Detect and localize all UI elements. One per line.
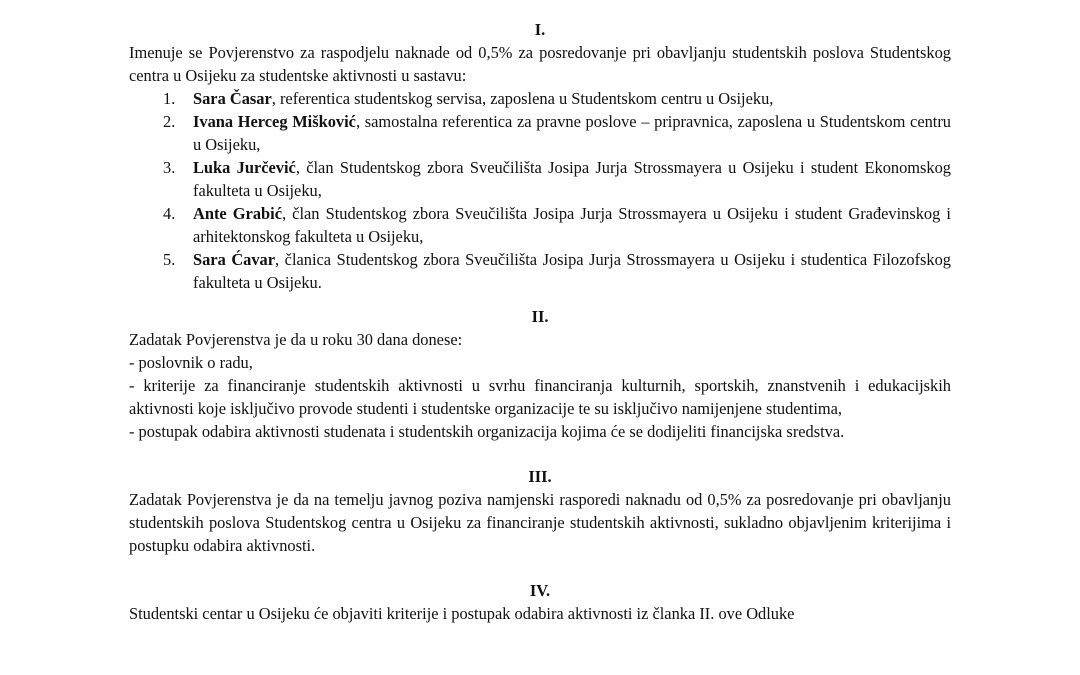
document-page: [129, 18, 951, 625]
section-3-text: Zadatak Povjerenstva je da na temelju javnog poziva namjenski rasporedi naknadu od 0,5% za posredovanje pri obavljanju studentskih poslova Studentskog centra u Osijeku za financiranje studentskih aktivnosti, sukladno objavljenim kriterijima i postupku odabira aktivnosti.: [129, 490, 951, 555]
list-item: - postupak odabira aktivnosti studenata i studentskih organizacija kojima će se dodijeliti financijska sredstva.: [129, 422, 845, 441]
member-name: Ante Grabić: [193, 204, 282, 223]
list-item: - kriterije za financiranje studentskih aktivnosti u svrhu financiranja kulturnih, sportskih, znanstvenih i edukacijskih aktivnosti koje isključivo provode studenti i studentske organizacije te su isključivo namijenjene studentima,: [129, 376, 951, 418]
member-description: , članica Studentskog zbora Sveučilišta Josipa Jurja Strossmayera u Osijeku i studentica Filozofskog fakulteta u Osijeku.: [193, 250, 952, 292]
list-item: - poslovnik o radu,: [129, 353, 253, 372]
member-description: , referentica studentskog servisa, zaposlena u Studentskom centru u Osijeku,: [271, 89, 774, 108]
member-name: Luka Jurčević: [193, 158, 296, 177]
member-description: , samostalna referentica za pravne poslove – pripravnica, zaposlena u Studentskom centru u Osijeku,: [193, 112, 952, 154]
member-name: Sara Ćavar: [193, 250, 276, 269]
list-number: 1.: [163, 89, 176, 108]
list-item: [163, 156, 951, 202]
section-2-intro: Zadatak Povjerenstva je da u roku 30 dana donese:: [129, 330, 463, 349]
list-number: 2.: [163, 112, 176, 131]
list-number: 3.: [163, 158, 176, 177]
member-name: Sara Časar: [193, 89, 272, 108]
section-2-heading: II.: [531, 307, 549, 326]
section-1-intro: Imenuje se Povjerenstvo za raspodjelu naknade od 0,5% za posredovanje pri obavljanju studentskih poslova Studentskog centra u Osijeku za studentske aktivnosti u sastavu:: [129, 43, 951, 85]
member-description: , član Studentskog zbora Sveučilišta Josipa Jurja Strossmayera u Osijeku i student Građevinskog i arhitektonskog fakulteta u Osijeku,: [193, 204, 951, 246]
list-number: 5.: [163, 250, 176, 269]
section-1-heading: I.: [534, 20, 546, 39]
member-description: , član Studentskog zbora Sveučilišta Josipa Jurja Strossmayera u Osijeku i student Ekonomskog fakulteta u Osijeku,: [193, 158, 951, 200]
list-item: [163, 110, 952, 156]
list-item: [163, 248, 952, 294]
list-item: [163, 87, 951, 110]
section-4-text: Studentski centar u Osijeku će objaviti kriterije i postupak odabira aktivnosti iz članka II. ove Odluke: [129, 604, 795, 623]
section-3-heading: III.: [528, 467, 552, 486]
member-name: Ivana Herceg Mišković: [193, 112, 356, 131]
list-item: [163, 202, 951, 248]
section-4-heading: IV.: [529, 581, 551, 600]
members-list: [129, 87, 951, 294]
list-number: 4.: [163, 204, 176, 223]
